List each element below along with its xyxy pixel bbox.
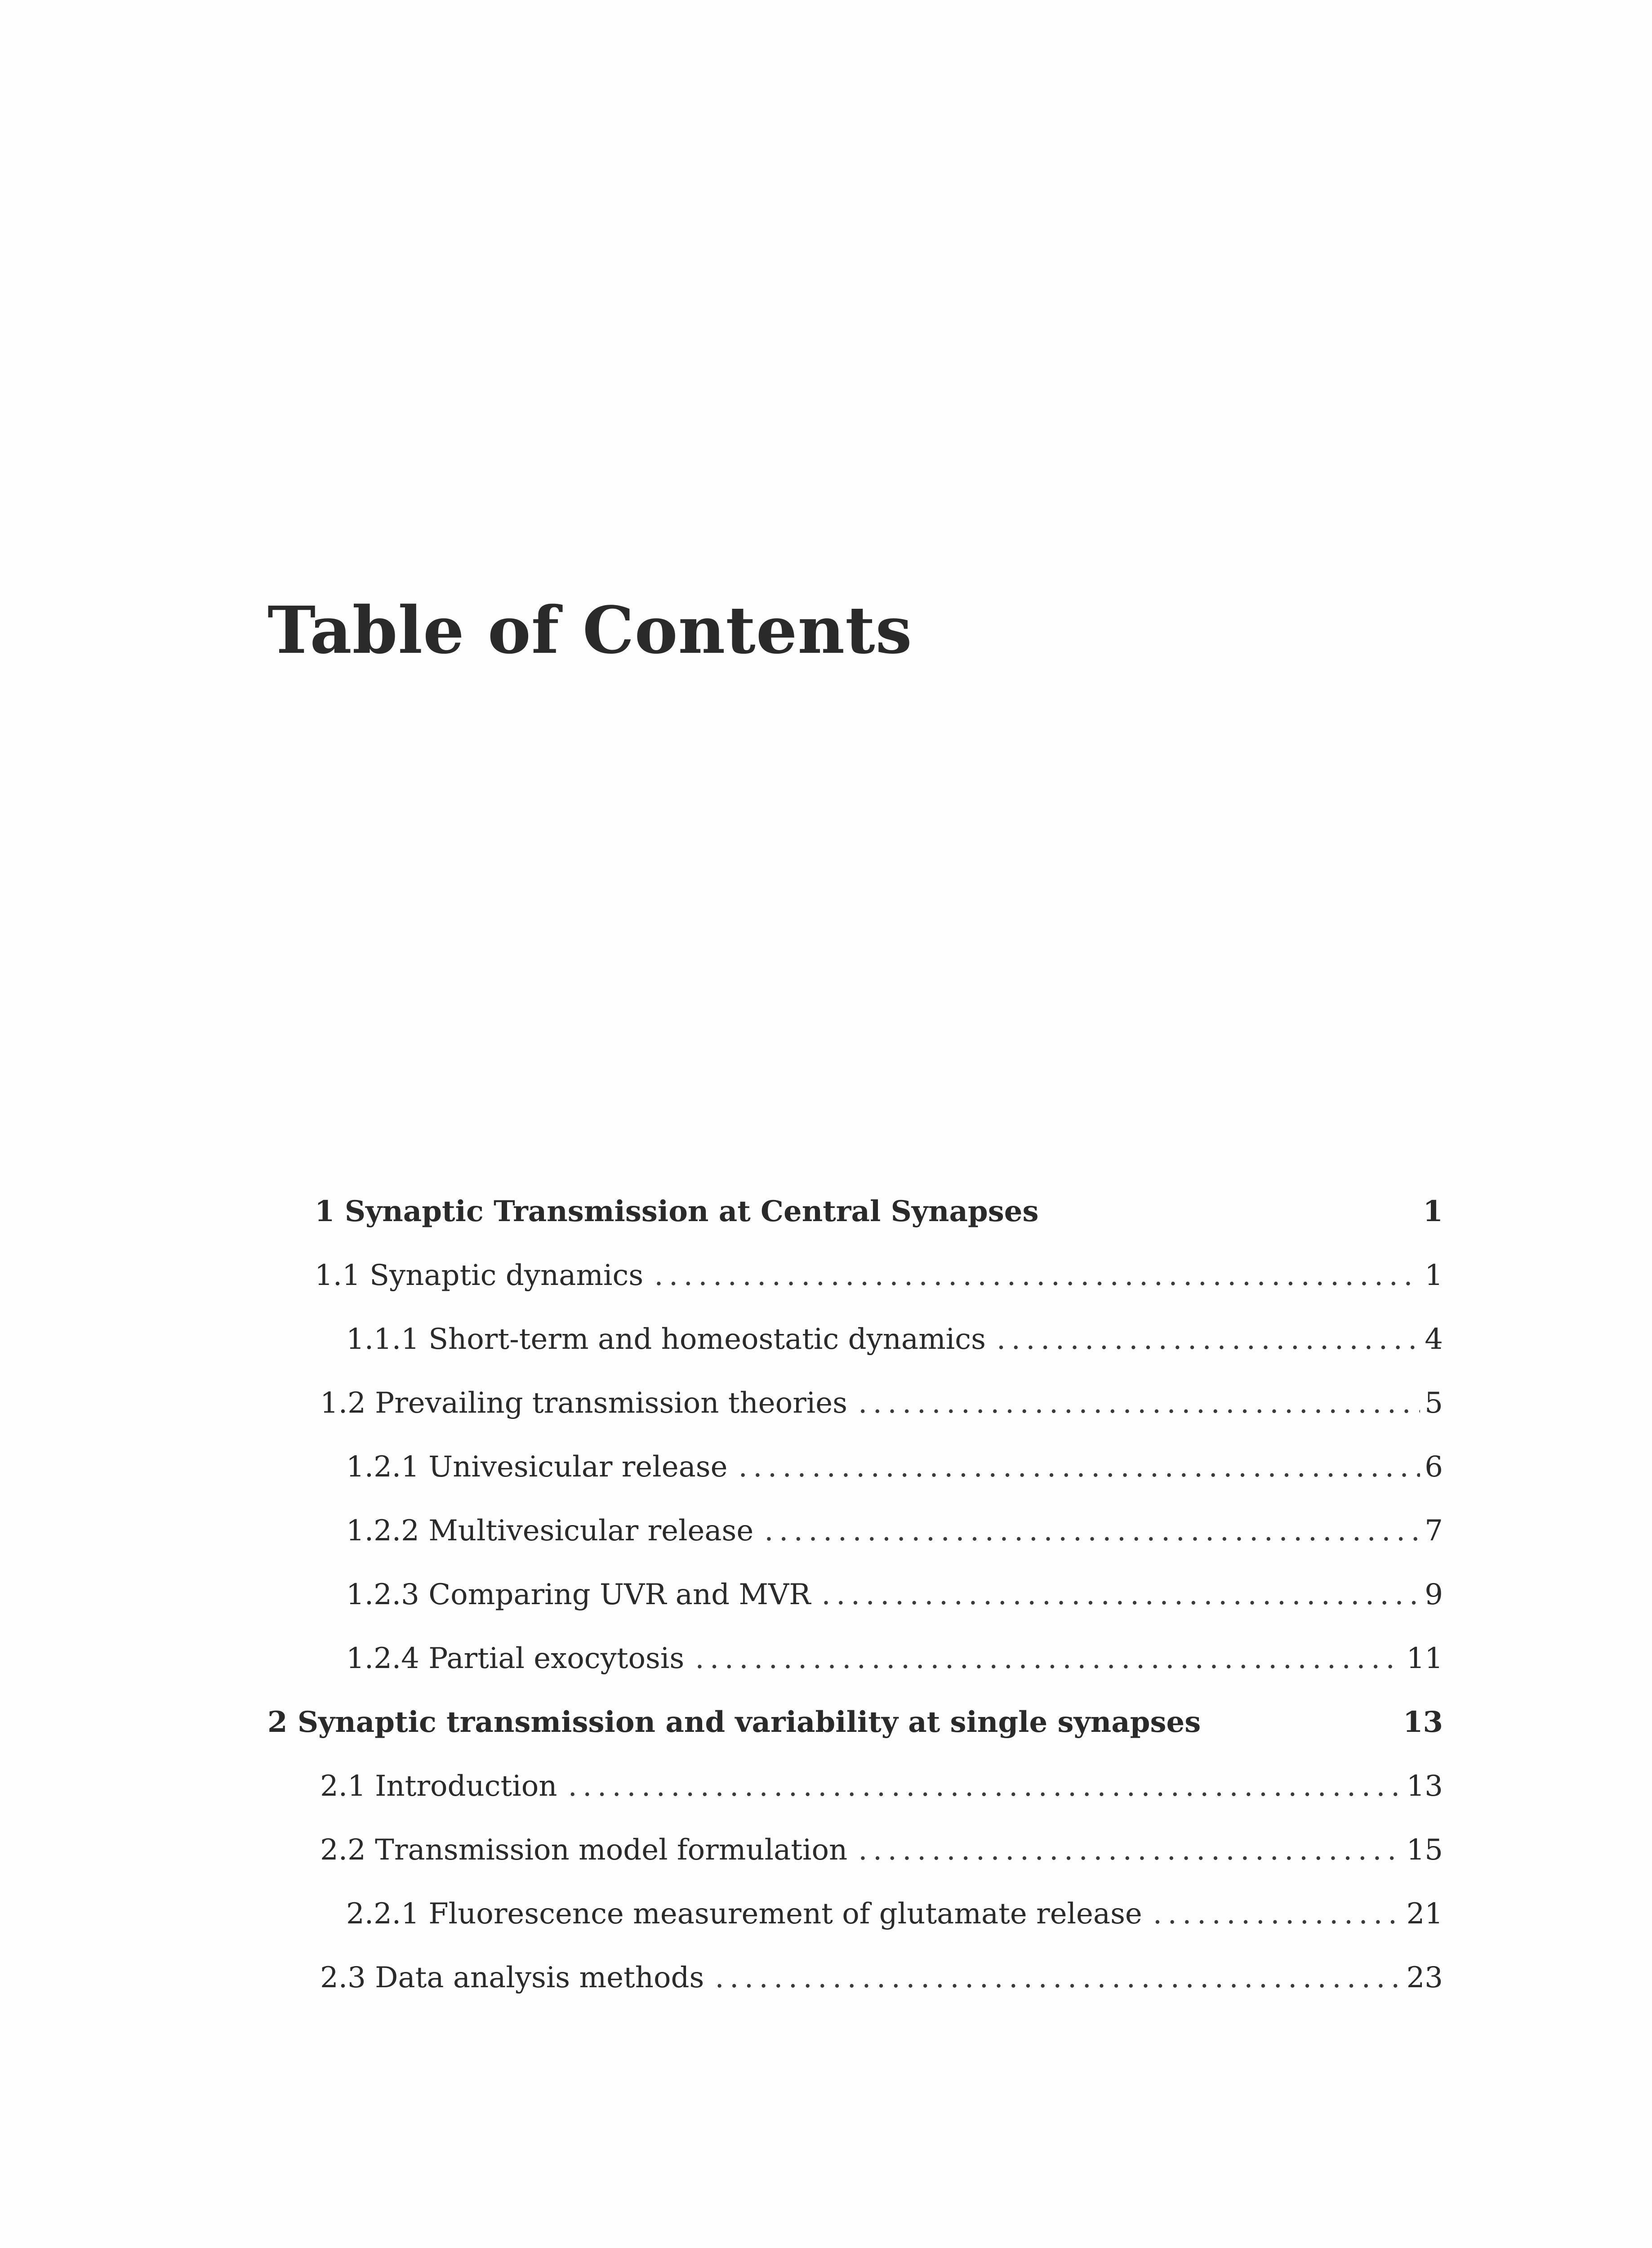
toc-entry[interactable] [320, 1958, 1443, 1998]
toc-entry[interactable] [346, 1638, 1443, 1679]
toc-entry-page: 15 [1406, 1833, 1443, 1867]
toc-leader-dots [764, 1511, 1420, 1551]
toc-leader-dots [997, 1319, 1420, 1360]
toc-entry-label: 2.2 Transmission model formulation [320, 1833, 848, 1867]
toc-entry-page: 9 [1425, 1578, 1443, 1611]
toc-entry[interactable] [320, 1766, 1443, 1806]
toc-entry[interactable] [346, 1574, 1443, 1615]
toc-entry-label: 1.2 Prevailing transmission theories [320, 1387, 847, 1420]
toc-leader-dots [695, 1638, 1402, 1679]
toc-entry-label: 2.2.1 Fluorescence measurement of glutamate release [346, 1897, 1142, 1931]
toc-leader-dots [858, 1830, 1402, 1870]
toc-entry-page: 1 [1425, 1259, 1443, 1292]
toc-leader-dots [821, 1574, 1420, 1615]
toc-leader-dots [568, 1766, 1402, 1806]
toc-entry-page: 4 [1425, 1323, 1443, 1356]
toc-entry[interactable] [346, 1319, 1443, 1360]
toc-entry-page: 13 [1406, 1770, 1443, 1803]
toc-entry-label: 1.2.3 Comparing UVR and MVR [346, 1578, 811, 1611]
toc-leader-dots [715, 1958, 1402, 1998]
toc-entry[interactable] [315, 1191, 1443, 1232]
toc-entry[interactable] [346, 1511, 1443, 1551]
toc-entry-label: 1.1 Synaptic dynamics [315, 1259, 644, 1292]
toc-entry-page: 5 [1425, 1387, 1443, 1420]
toc-entry[interactable] [346, 1447, 1443, 1487]
toc-entry-label: 1 Synaptic Transmission at Central Synapses [315, 1195, 1039, 1228]
toc-entry[interactable] [346, 1894, 1443, 1934]
toc-entry-label: 1.2.4 Partial exocytosis [346, 1642, 685, 1675]
toc-entry[interactable] [315, 1255, 1443, 1296]
page-title: Table of Contents [267, 592, 913, 668]
toc-entry-page: 13 [1403, 1705, 1443, 1739]
toc-entry-label: 1.1.1 Short-term and homeostatic dynamics [346, 1323, 986, 1356]
toc-leader-dots [858, 1383, 1420, 1423]
toc-leader-dots [1153, 1894, 1402, 1934]
toc-entry-label: 1.2.2 Multivesicular release [346, 1514, 754, 1548]
toc-entry[interactable] [267, 1702, 1443, 1743]
toc-leader-dots [738, 1447, 1420, 1487]
toc-entry-page: 1 [1423, 1195, 1443, 1228]
toc-entry-page: 21 [1406, 1897, 1443, 1931]
toc-entry-page: 6 [1425, 1450, 1443, 1484]
toc-entry-label: 2.3 Data analysis methods [320, 1961, 704, 1994]
toc-entry-label: 2 Synaptic transmission and variability at single synapses [267, 1705, 1201, 1739]
toc-entry-page: 11 [1406, 1642, 1443, 1675]
toc-entry-page: 23 [1406, 1961, 1443, 1994]
toc-entry-page: 7 [1425, 1514, 1443, 1548]
toc-entry[interactable] [320, 1830, 1443, 1870]
toc-entry[interactable] [320, 1383, 1443, 1423]
toc-entry-label: 2.1 Introduction [320, 1770, 557, 1803]
toc-entry-label: 1.2.1 Univesicular release [346, 1450, 728, 1484]
toc-leader-dots [654, 1255, 1420, 1296]
